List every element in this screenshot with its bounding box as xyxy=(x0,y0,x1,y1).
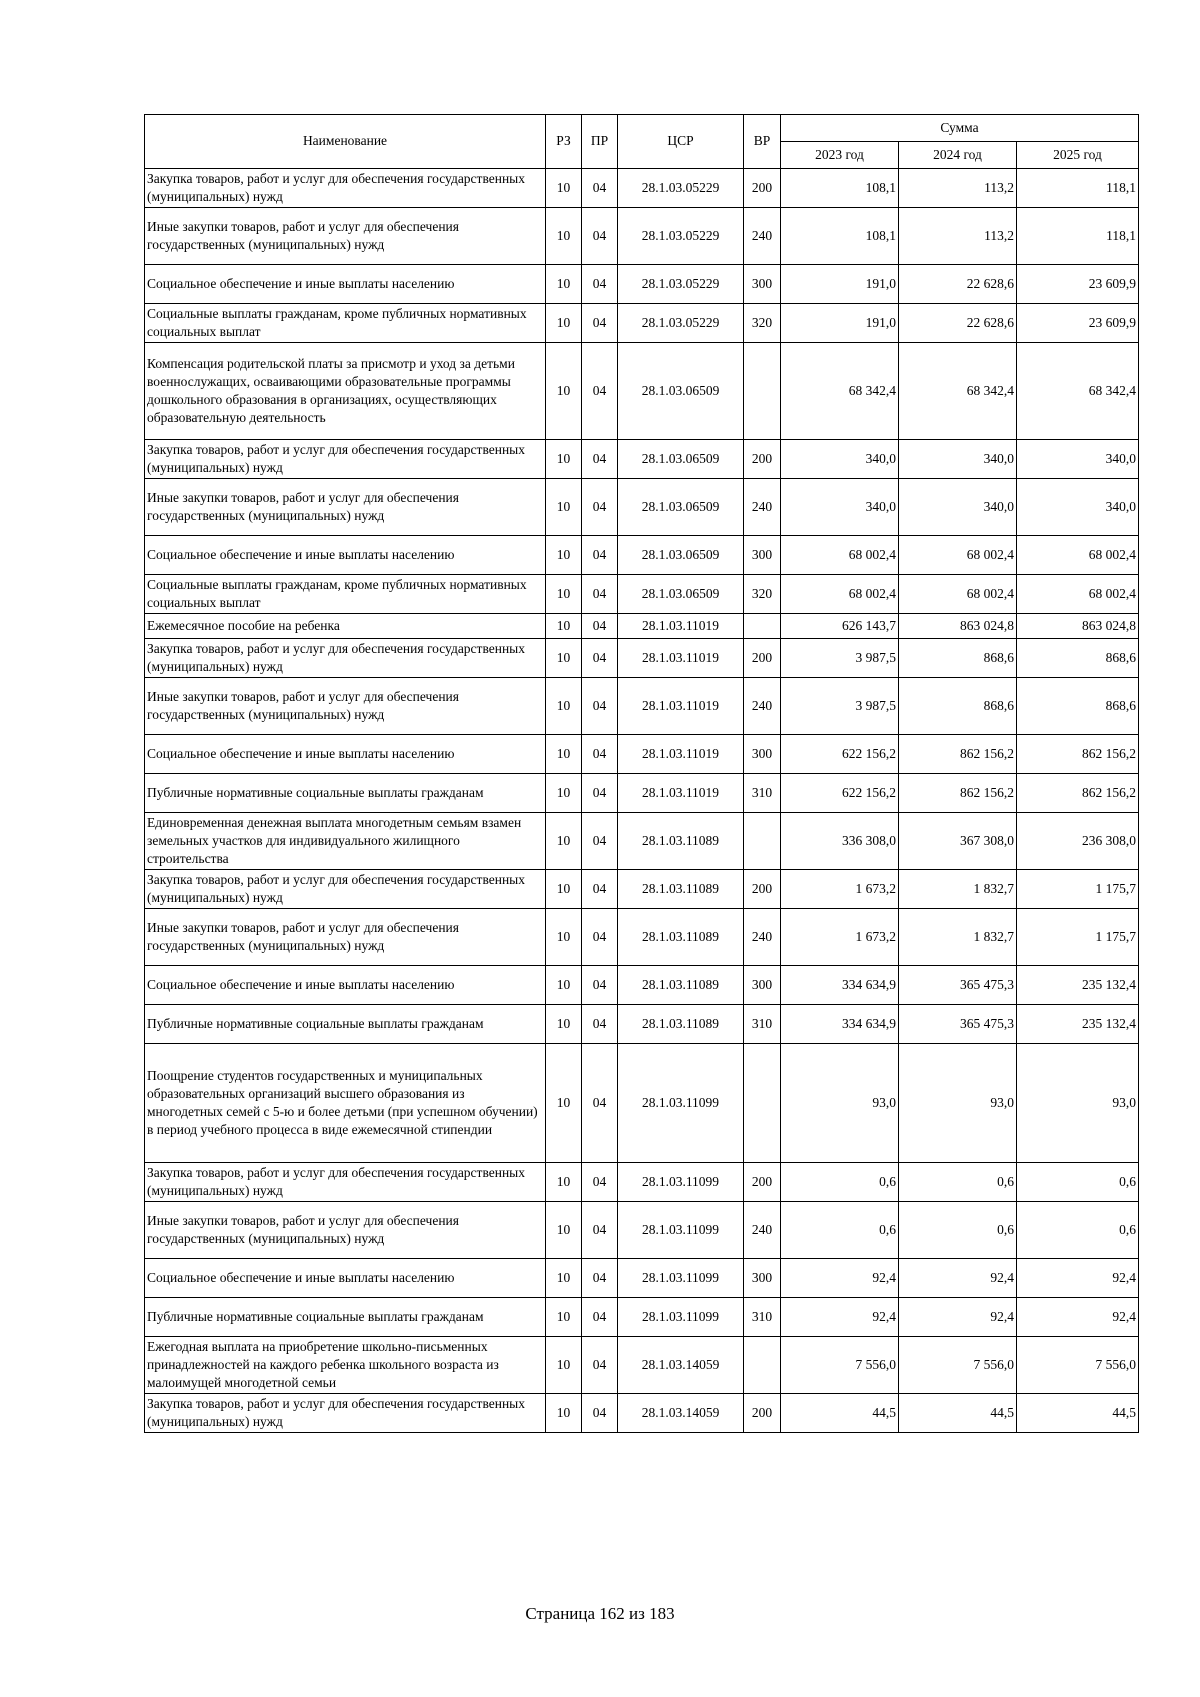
cell-csr: 28.1.03.05229 xyxy=(618,208,744,265)
cell-2024: 868,6 xyxy=(899,639,1017,678)
cell-name: Иные закупки товаров, работ и услуг для обеспечения государственных (муниципальных) нужд xyxy=(145,1202,546,1259)
cell-csr: 28.1.03.05229 xyxy=(618,169,744,208)
cell-vr: 310 xyxy=(744,774,781,813)
cell-csr: 28.1.03.11099 xyxy=(618,1044,744,1163)
table-row xyxy=(145,479,1139,536)
cell-2024: 340,0 xyxy=(899,479,1017,536)
cell-2025: 92,4 xyxy=(1017,1259,1139,1298)
cell-csr: 28.1.03.11019 xyxy=(618,614,744,639)
cell-vr: 200 xyxy=(744,1163,781,1202)
cell-pr: 04 xyxy=(582,1044,618,1163)
cell-rz: 10 xyxy=(546,575,582,614)
cell-name: Социальное обеспечение и иные выплаты населению xyxy=(145,265,546,304)
cell-csr: 28.1.03.11019 xyxy=(618,774,744,813)
cell-pr: 04 xyxy=(582,909,618,966)
cell-2023: 622 156,2 xyxy=(781,774,899,813)
table-row xyxy=(145,870,1139,909)
cell-rz: 10 xyxy=(546,1298,582,1337)
cell-rz: 10 xyxy=(546,774,582,813)
table-row xyxy=(145,639,1139,678)
cell-csr: 28.1.03.06509 xyxy=(618,479,744,536)
table-row xyxy=(145,1298,1139,1337)
cell-2023: 3 987,5 xyxy=(781,639,899,678)
table-row xyxy=(145,1259,1139,1298)
cell-csr: 28.1.03.11019 xyxy=(618,639,744,678)
cell-csr: 28.1.03.11089 xyxy=(618,870,744,909)
cell-csr: 28.1.03.06509 xyxy=(618,440,744,479)
cell-rz: 10 xyxy=(546,1005,582,1044)
cell-2025: 340,0 xyxy=(1017,479,1139,536)
header-year-2023: 2023 год xyxy=(781,142,899,169)
cell-name: Закупка товаров, работ и услуг для обеспечения государственных (муниципальных) нужд xyxy=(145,440,546,479)
cell-2025: 1 175,7 xyxy=(1017,909,1139,966)
header-csr: ЦСР xyxy=(618,115,744,169)
table-row xyxy=(145,1163,1139,1202)
cell-name: Закупка товаров, работ и услуг для обеспечения государственных (муниципальных) нужд xyxy=(145,1394,546,1433)
cell-name: Единовременная денежная выплата многодетным семьям взамен земельных участков для индивидуального жилищного строительства xyxy=(145,813,546,870)
cell-pr: 04 xyxy=(582,1202,618,1259)
cell-2025: 68 342,4 xyxy=(1017,343,1139,440)
cell-2024: 868,6 xyxy=(899,678,1017,735)
cell-2025: 118,1 xyxy=(1017,208,1139,265)
cell-2023: 92,4 xyxy=(781,1259,899,1298)
cell-vr: 200 xyxy=(744,639,781,678)
cell-csr: 28.1.03.06509 xyxy=(618,536,744,575)
cell-pr: 04 xyxy=(582,678,618,735)
cell-2025: 0,6 xyxy=(1017,1163,1139,1202)
cell-name: Закупка товаров, работ и услуг для обеспечения государственных (муниципальных) нужд xyxy=(145,870,546,909)
table-row xyxy=(145,169,1139,208)
cell-2023: 0,6 xyxy=(781,1202,899,1259)
cell-2024: 93,0 xyxy=(899,1044,1017,1163)
cell-2024: 0,6 xyxy=(899,1202,1017,1259)
cell-2024: 367 308,0 xyxy=(899,813,1017,870)
cell-2023: 108,1 xyxy=(781,208,899,265)
cell-2023: 68 002,4 xyxy=(781,536,899,575)
cell-2025: 68 002,4 xyxy=(1017,575,1139,614)
table-row xyxy=(145,1394,1139,1433)
cell-vr: 240 xyxy=(744,678,781,735)
cell-rz: 10 xyxy=(546,208,582,265)
cell-name: Закупка товаров, работ и услуг для обеспечения государственных (муниципальных) нужд xyxy=(145,1163,546,1202)
cell-vr xyxy=(744,614,781,639)
cell-vr: 300 xyxy=(744,1259,781,1298)
table-row xyxy=(145,265,1139,304)
cell-name: Социальное обеспечение и иные выплаты населению xyxy=(145,735,546,774)
cell-2023: 92,4 xyxy=(781,1298,899,1337)
cell-vr xyxy=(744,1337,781,1394)
cell-2024: 340,0 xyxy=(899,440,1017,479)
cell-2024: 92,4 xyxy=(899,1259,1017,1298)
cell-2023: 340,0 xyxy=(781,479,899,536)
cell-2023: 1 673,2 xyxy=(781,870,899,909)
cell-vr: 240 xyxy=(744,479,781,536)
table-row xyxy=(145,1044,1139,1163)
cell-2024: 22 628,6 xyxy=(899,304,1017,343)
cell-name: Социальное обеспечение и иные выплаты населению xyxy=(145,1259,546,1298)
cell-vr: 320 xyxy=(744,575,781,614)
cell-vr: 200 xyxy=(744,1394,781,1433)
cell-rz: 10 xyxy=(546,304,582,343)
cell-pr: 04 xyxy=(582,735,618,774)
cell-2023: 334 634,9 xyxy=(781,966,899,1005)
cell-name: Социальные выплаты гражданам, кроме публичных нормативных социальных выплат xyxy=(145,304,546,343)
cell-2023: 334 634,9 xyxy=(781,1005,899,1044)
cell-name: Публичные нормативные социальные выплаты гражданам xyxy=(145,774,546,813)
cell-2024: 862 156,2 xyxy=(899,735,1017,774)
cell-vr: 300 xyxy=(744,735,781,774)
cell-csr: 28.1.03.14059 xyxy=(618,1394,744,1433)
cell-2025: 68 002,4 xyxy=(1017,536,1139,575)
cell-rz: 10 xyxy=(546,1202,582,1259)
cell-name: Иные закупки товаров, работ и услуг для обеспечения государственных (муниципальных) нужд xyxy=(145,208,546,265)
cell-2025: 7 556,0 xyxy=(1017,1337,1139,1394)
table-row xyxy=(145,1202,1139,1259)
cell-name: Социальные выплаты гражданам, кроме публичных нормативных социальных выплат xyxy=(145,575,546,614)
header-name: Наименование xyxy=(145,115,546,169)
cell-rz: 10 xyxy=(546,1337,582,1394)
cell-2025: 118,1 xyxy=(1017,169,1139,208)
cell-vr: 200 xyxy=(744,440,781,479)
cell-name: Публичные нормативные социальные выплаты гражданам xyxy=(145,1005,546,1044)
cell-2024: 365 475,3 xyxy=(899,966,1017,1005)
cell-2025: 0,6 xyxy=(1017,1202,1139,1259)
table-row xyxy=(145,966,1139,1005)
cell-2025: 235 132,4 xyxy=(1017,966,1139,1005)
cell-2024: 7 556,0 xyxy=(899,1337,1017,1394)
cell-vr: 310 xyxy=(744,1005,781,1044)
cell-2024: 22 628,6 xyxy=(899,265,1017,304)
cell-2025: 868,6 xyxy=(1017,678,1139,735)
cell-2023: 336 308,0 xyxy=(781,813,899,870)
table-row xyxy=(145,735,1139,774)
cell-pr: 04 xyxy=(582,1298,618,1337)
cell-pr: 04 xyxy=(582,208,618,265)
cell-2024: 862 156,2 xyxy=(899,774,1017,813)
cell-2023: 3 987,5 xyxy=(781,678,899,735)
cell-name: Социальное обеспечение и иные выплаты населению xyxy=(145,966,546,1005)
cell-vr xyxy=(744,813,781,870)
cell-pr: 04 xyxy=(582,639,618,678)
cell-vr: 200 xyxy=(744,169,781,208)
header-vr: ВР xyxy=(744,115,781,169)
cell-rz: 10 xyxy=(546,1163,582,1202)
cell-2024: 44,5 xyxy=(899,1394,1017,1433)
cell-2024: 1 832,7 xyxy=(899,870,1017,909)
table-row xyxy=(145,575,1139,614)
cell-2025: 1 175,7 xyxy=(1017,870,1139,909)
table-row xyxy=(145,208,1139,265)
cell-csr: 28.1.03.05229 xyxy=(618,265,744,304)
table-row xyxy=(145,343,1139,440)
cell-pr: 04 xyxy=(582,774,618,813)
cell-name: Поощрение студентов государственных и муниципальных образовательных организаций высшего образования из многодетных семей с 5-ю и более детьми (при успешном обучении) в период учебного процесса в виде ежемесячной стипендии xyxy=(145,1044,546,1163)
cell-2023: 1 673,2 xyxy=(781,909,899,966)
cell-pr: 04 xyxy=(582,440,618,479)
cell-pr: 04 xyxy=(582,1005,618,1044)
cell-pr: 04 xyxy=(582,1394,618,1433)
cell-rz: 10 xyxy=(546,1259,582,1298)
table-row xyxy=(145,1005,1139,1044)
cell-2025: 92,4 xyxy=(1017,1298,1139,1337)
cell-vr: 240 xyxy=(744,208,781,265)
cell-rz: 10 xyxy=(546,1044,582,1163)
cell-name: Иные закупки товаров, работ и услуг для обеспечения государственных (муниципальных) нужд xyxy=(145,479,546,536)
cell-2025: 862 156,2 xyxy=(1017,774,1139,813)
cell-csr: 28.1.03.11019 xyxy=(618,678,744,735)
cell-rz: 10 xyxy=(546,479,582,536)
cell-rz: 10 xyxy=(546,536,582,575)
cell-2025: 863 024,8 xyxy=(1017,614,1139,639)
table-body xyxy=(145,169,1139,1433)
cell-name: Ежемесячное пособие на ребенка xyxy=(145,614,546,639)
cell-csr: 28.1.03.11089 xyxy=(618,813,744,870)
cell-pr: 04 xyxy=(582,343,618,440)
header-pr: ПР xyxy=(582,115,618,169)
cell-2023: 191,0 xyxy=(781,304,899,343)
cell-vr xyxy=(744,1044,781,1163)
cell-2024: 113,2 xyxy=(899,169,1017,208)
table-row xyxy=(145,813,1139,870)
cell-vr: 300 xyxy=(744,265,781,304)
header-year-2025: 2025 год xyxy=(1017,142,1139,169)
cell-2023: 626 143,7 xyxy=(781,614,899,639)
cell-rz: 10 xyxy=(546,265,582,304)
cell-2023: 191,0 xyxy=(781,265,899,304)
cell-name: Компенсация родительской платы за присмотр и уход за детьми военнослужащих, осваивающими образовательные программы дошкольного образования в организациях, осуществляющих образовательную деятельность xyxy=(145,343,546,440)
cell-csr: 28.1.03.06509 xyxy=(618,575,744,614)
cell-2025: 862 156,2 xyxy=(1017,735,1139,774)
cell-rz: 10 xyxy=(546,870,582,909)
cell-name: Публичные нормативные социальные выплаты гражданам xyxy=(145,1298,546,1337)
cell-pr: 04 xyxy=(582,575,618,614)
cell-rz: 10 xyxy=(546,440,582,479)
table-row xyxy=(145,909,1139,966)
cell-2023: 68 342,4 xyxy=(781,343,899,440)
cell-vr: 310 xyxy=(744,1298,781,1337)
cell-2025: 868,6 xyxy=(1017,639,1139,678)
cell-2023: 68 002,4 xyxy=(781,575,899,614)
cell-pr: 04 xyxy=(582,966,618,1005)
cell-pr: 04 xyxy=(582,265,618,304)
table-header-row xyxy=(145,115,1139,142)
cell-2025: 44,5 xyxy=(1017,1394,1139,1433)
cell-rz: 10 xyxy=(546,169,582,208)
table-row xyxy=(145,678,1139,735)
table-row xyxy=(145,774,1139,813)
cell-name: Социальное обеспечение и иные выплаты населению xyxy=(145,536,546,575)
cell-rz: 10 xyxy=(546,639,582,678)
cell-csr: 28.1.03.11099 xyxy=(618,1259,744,1298)
cell-rz: 10 xyxy=(546,1394,582,1433)
cell-name: Закупка товаров, работ и услуг для обеспечения государственных (муниципальных) нужд xyxy=(145,169,546,208)
header-rz: РЗ xyxy=(546,115,582,169)
cell-csr: 28.1.03.11089 xyxy=(618,1005,744,1044)
cell-2024: 68 342,4 xyxy=(899,343,1017,440)
cell-2023: 0,6 xyxy=(781,1163,899,1202)
header-sum: Сумма xyxy=(781,115,1139,142)
cell-name: Иные закупки товаров, работ и услуг для обеспечения государственных (муниципальных) нужд xyxy=(145,909,546,966)
header-year-2024: 2024 год xyxy=(899,142,1017,169)
cell-2023: 7 556,0 xyxy=(781,1337,899,1394)
cell-name: Ежегодная выплата на приобретение школьно-письменных принадлежностей на каждого ребенка школьного возраста из малоимущей многодетной семьи xyxy=(145,1337,546,1394)
cell-pr: 04 xyxy=(582,1259,618,1298)
table-row xyxy=(145,1337,1139,1394)
cell-2025: 93,0 xyxy=(1017,1044,1139,1163)
cell-2025: 23 609,9 xyxy=(1017,304,1139,343)
cell-csr: 28.1.03.11099 xyxy=(618,1298,744,1337)
cell-pr: 04 xyxy=(582,813,618,870)
cell-vr: 200 xyxy=(744,870,781,909)
cell-2024: 0,6 xyxy=(899,1163,1017,1202)
cell-csr: 28.1.03.11089 xyxy=(618,966,744,1005)
cell-2023: 44,5 xyxy=(781,1394,899,1433)
cell-2023: 93,0 xyxy=(781,1044,899,1163)
cell-vr: 300 xyxy=(744,966,781,1005)
cell-csr: 28.1.03.11089 xyxy=(618,909,744,966)
cell-pr: 04 xyxy=(582,304,618,343)
cell-2024: 365 475,3 xyxy=(899,1005,1017,1044)
table-row xyxy=(145,304,1139,343)
cell-csr: 28.1.03.06509 xyxy=(618,343,744,440)
cell-vr: 300 xyxy=(744,536,781,575)
cell-name: Закупка товаров, работ и услуг для обеспечения государственных (муниципальных) нужд xyxy=(145,639,546,678)
cell-rz: 10 xyxy=(546,909,582,966)
cell-rz: 10 xyxy=(546,966,582,1005)
cell-pr: 04 xyxy=(582,1337,618,1394)
cell-2025: 340,0 xyxy=(1017,440,1139,479)
cell-rz: 10 xyxy=(546,614,582,639)
cell-2023: 108,1 xyxy=(781,169,899,208)
cell-2024: 68 002,4 xyxy=(899,536,1017,575)
cell-2024: 113,2 xyxy=(899,208,1017,265)
budget-table xyxy=(144,114,1139,1433)
cell-rz: 10 xyxy=(546,735,582,774)
cell-2025: 23 609,9 xyxy=(1017,265,1139,304)
table-row xyxy=(145,614,1139,639)
cell-vr: 240 xyxy=(744,909,781,966)
cell-2025: 235 132,4 xyxy=(1017,1005,1139,1044)
cell-vr: 320 xyxy=(744,304,781,343)
cell-csr: 28.1.03.11019 xyxy=(618,735,744,774)
cell-rz: 10 xyxy=(546,678,582,735)
cell-pr: 04 xyxy=(582,870,618,909)
cell-2024: 92,4 xyxy=(899,1298,1017,1337)
cell-csr: 28.1.03.14059 xyxy=(618,1337,744,1394)
cell-vr xyxy=(744,343,781,440)
page-number: Страница 162 из 183 xyxy=(525,1604,675,1623)
table-row xyxy=(145,536,1139,575)
cell-csr: 28.1.03.11099 xyxy=(618,1163,744,1202)
cell-rz: 10 xyxy=(546,343,582,440)
cell-pr: 04 xyxy=(582,614,618,639)
cell-pr: 04 xyxy=(582,169,618,208)
cell-2024: 68 002,4 xyxy=(899,575,1017,614)
table-row xyxy=(145,440,1139,479)
cell-2024: 863 024,8 xyxy=(899,614,1017,639)
cell-2025: 236 308,0 xyxy=(1017,813,1139,870)
cell-2023: 622 156,2 xyxy=(781,735,899,774)
cell-pr: 04 xyxy=(582,536,618,575)
cell-vr: 240 xyxy=(744,1202,781,1259)
cell-2024: 1 832,7 xyxy=(899,909,1017,966)
cell-rz: 10 xyxy=(546,813,582,870)
cell-name: Иные закупки товаров, работ и услуг для обеспечения государственных (муниципальных) нужд xyxy=(145,678,546,735)
cell-pr: 04 xyxy=(582,479,618,536)
cell-2023: 340,0 xyxy=(781,440,899,479)
cell-csr: 28.1.03.05229 xyxy=(618,304,744,343)
cell-csr: 28.1.03.11099 xyxy=(618,1202,744,1259)
cell-pr: 04 xyxy=(582,1163,618,1202)
